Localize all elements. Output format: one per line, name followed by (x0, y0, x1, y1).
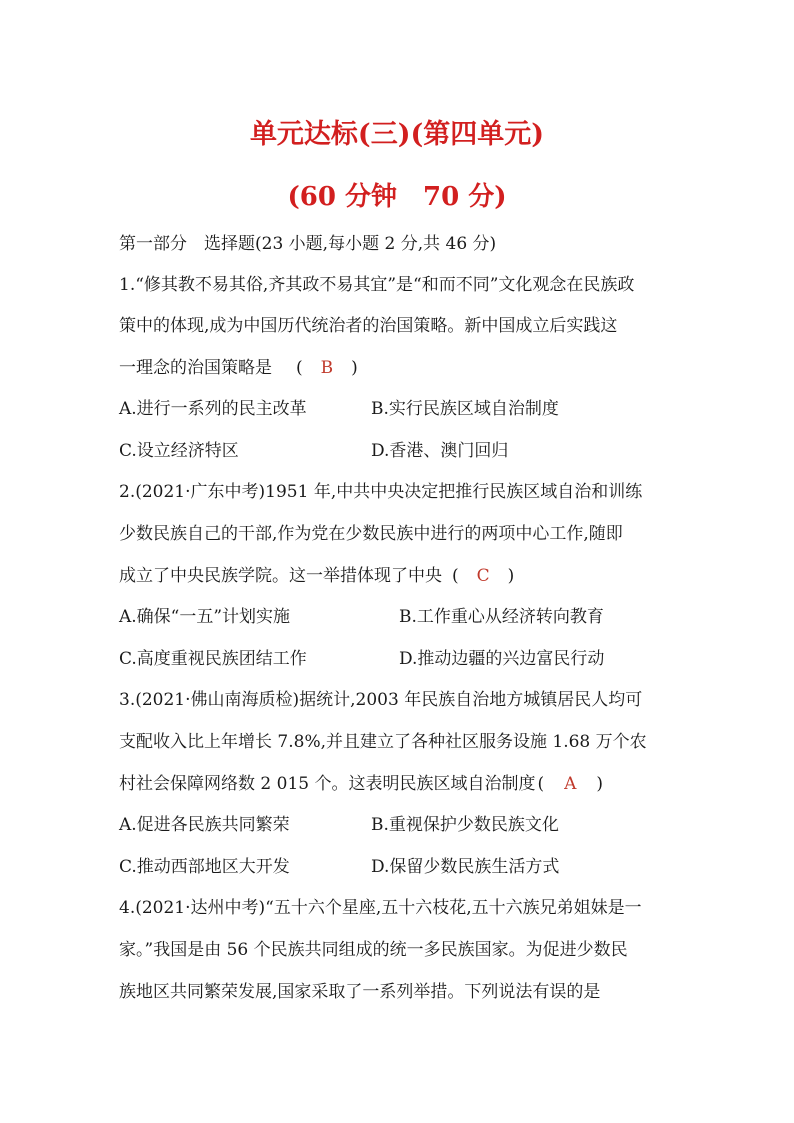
question-4-line-3: 族地区共同繁荣发展,国家采取了一系列举措。下列说法有误的是 (119, 982, 601, 1002)
question-3-stem-end: 村社会保障网络数 2 015 个。这表明民族区域自治制度 (119, 774, 536, 794)
question-3-line-3: 村社会保障网络数 2 015 个。这表明民族区域自治制度 ( A ) (119, 774, 604, 794)
section-heading: 第一部分 选择题(23 小题,每小题 2 分,共 46 分) (119, 234, 497, 254)
question-1-option-b: B.实行民族区域自治制度 (371, 399, 559, 419)
question-3-option-a: A.促进各民族共同繁荣 (119, 815, 290, 835)
question-2-stem-end: 成立了中央民族学院。这一举措体现了中央 (119, 566, 442, 586)
question-3-line-2: 支配收入比上年增长 7.8%,并且建立了各种社区服务设施 1.68 万个农 (119, 732, 647, 752)
question-1-option-d: D.香港、澳门回归 (371, 441, 509, 461)
question-2-line-2: 少数民族自己的干部,作为党在少数民族中进行的两项中心工作,随即 (119, 524, 623, 544)
question-1-option-a: A.进行一系列的民主改革 (119, 399, 307, 419)
question-1-line-3: 一理念的治国策略是 ( B ) (119, 358, 358, 378)
question-1-answer: B (320, 358, 334, 378)
question-3-answer: A (564, 774, 577, 794)
question-3-option-c: C.推动西部地区大开发 (119, 857, 290, 877)
question-4-line-1: 4.(2021·达州中考)“五十六个星座,五十六枝花,五十六族兄弟姐妹是一 (119, 898, 642, 918)
question-2-line-1: 2.(2021·广东中考)1951 年,中共中央决定把推行民族区域自治和训练 (119, 482, 643, 502)
question-1-line-2: 策中的体现,成为中国历代统治者的治国策略。新中国成立后实践这 (119, 316, 618, 336)
question-2-option-a: A.确保“一五”计划实施 (119, 607, 291, 627)
question-3-option-b: B.重视保护少数民族文化 (371, 815, 559, 835)
question-2-option-d: D.推动边疆的兴边富民行动 (399, 649, 605, 669)
question-3-line-1: 3.(2021·佛山南海质检)据统计,2003 年民族自治地方城镇居民人均可 (119, 690, 643, 710)
question-2-line-3: 成立了中央民族学院。这一举措体现了中央 ( C ) (119, 566, 515, 586)
exam-duration-score: (60 分钟 70 分) (287, 182, 507, 212)
question-1-line-1: 1.“修其教不易其俗,齐其政不易其宜”是“和而不同”文化观念在民族政 (119, 275, 635, 295)
page-title: 单元达标(三)(第四单元) (249, 119, 545, 150)
question-4-line-2: 家。”我国是由 56 个民族共同组成的统一多民族国家。为促进少数民 (119, 940, 628, 960)
question-2-option-c: C.高度重视民族团结工作 (119, 649, 307, 669)
question-2-option-b: B.工作重心从经济转向教育 (399, 607, 604, 627)
question-3-option-d: D.保留少数民族生活方式 (371, 857, 560, 877)
question-2-answer: C (476, 566, 490, 586)
question-1-stem-end: 一理念的治国策略是 (119, 358, 272, 378)
question-1-option-c: C.设立经济特区 (119, 441, 239, 461)
